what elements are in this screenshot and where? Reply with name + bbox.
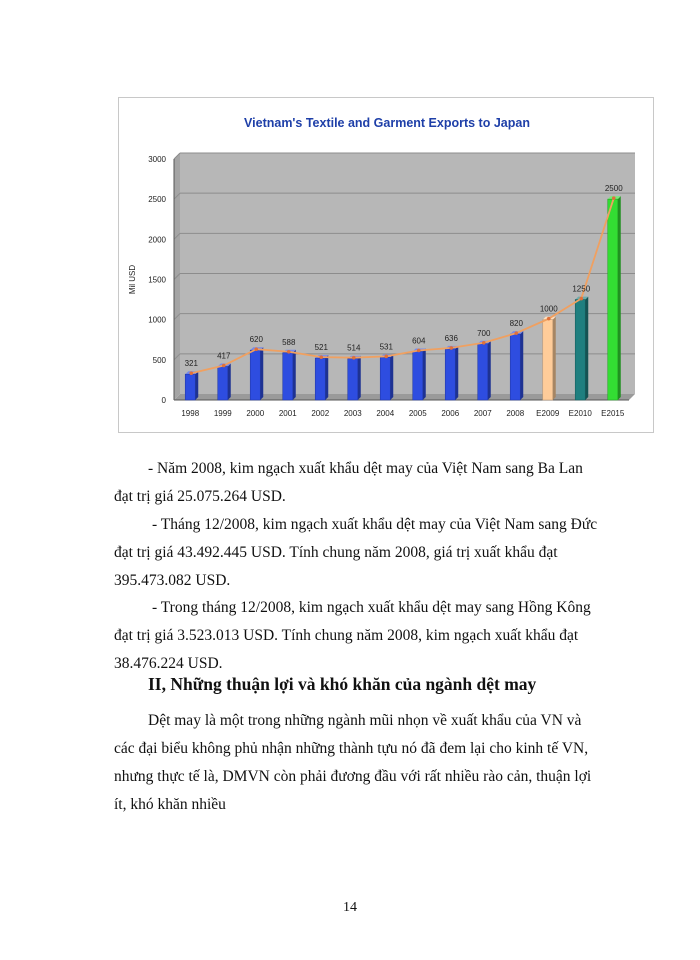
trend-point (449, 346, 453, 350)
paragraph-line: 395.473.082 USD. (114, 572, 231, 589)
x-tick-label: 2002 (311, 409, 330, 418)
x-tick-label: 2001 (278, 409, 297, 418)
data-label: 321 (184, 359, 198, 369)
bar (283, 353, 293, 400)
y-tick-label: 500 (152, 355, 166, 365)
bar (348, 359, 358, 400)
data-label: 636 (444, 333, 458, 343)
paragraph-line: đạt trị giá 43.492.445 USD. Tính chung năm 2008, giá trị xuất khẩu đạt (114, 544, 558, 561)
bar-side (423, 348, 426, 400)
paragraph-hongkong (114, 594, 634, 678)
section-heading: II, Những thuận lợi và khó khăn của ngành dệt may (148, 674, 537, 694)
y-tick-label: 0 (161, 396, 166, 405)
bar (413, 351, 423, 400)
trend-point (352, 356, 356, 360)
bar-side (228, 364, 231, 400)
bar-side (260, 347, 263, 400)
data-label: 521 (314, 343, 328, 353)
x-tick-label: 1998 (181, 409, 200, 418)
bar-side (293, 350, 296, 400)
x-tick-label: E2015 (601, 409, 625, 418)
data-label: 531 (379, 342, 393, 352)
bar (315, 358, 325, 400)
bar-side (455, 346, 458, 400)
trend-point (254, 347, 258, 351)
paragraph-line: - Trong tháng 12/2008, kim ngạch xuất khẩu dệt may sang Hồng Kông (152, 599, 591, 616)
bar (380, 357, 390, 400)
trend-point (384, 355, 388, 359)
bar-side (488, 341, 491, 400)
bar (185, 374, 195, 400)
trend-point (547, 317, 551, 321)
x-tick-label: 2005 (408, 409, 427, 418)
paragraph-line: 38.476.224 USD. (114, 655, 223, 672)
y-tick-label: 2000 (148, 235, 166, 245)
paragraph-poland (114, 455, 634, 511)
paragraph-line: đạt trị giá 3.523.013 USD. Tính chung năm 2008, kim ngạch xuất khẩu đạt (114, 627, 579, 644)
data-label: 1000 (539, 304, 558, 314)
x-tick-label: 2007 (473, 409, 492, 418)
x-tick-label: E2010 (568, 409, 592, 418)
trend-point (514, 331, 518, 335)
data-label: 588 (282, 337, 296, 347)
y-tick-label: 2500 (148, 195, 166, 205)
page-number: 14 (343, 900, 357, 915)
y-axis-label: Mil USD (128, 264, 137, 295)
y-tick-label: 1000 (148, 315, 166, 325)
bar-side (585, 297, 588, 400)
trend-point (287, 350, 291, 354)
bar (575, 300, 585, 400)
x-tick-label: 1999 (213, 409, 232, 418)
bar-side (618, 196, 621, 400)
paragraph-line: ít, khó khăn nhiều (114, 796, 226, 813)
trend-point (482, 341, 486, 345)
data-label: 2500 (604, 184, 623, 194)
x-tick-label: E2009 (536, 409, 560, 418)
paragraph-germany (114, 511, 634, 595)
bar (218, 367, 228, 400)
trend-point (417, 349, 421, 353)
data-label: 1250 (572, 284, 591, 294)
bar-side (325, 355, 328, 400)
x-tick-label: 2006 (441, 409, 460, 418)
paragraph-line: - Năm 2008, kim ngạch xuất khẩu dệt may của Việt Nam sang Ba Lan (148, 460, 583, 477)
bar-side (358, 356, 361, 400)
data-label: 820 (509, 319, 523, 329)
trend-point (579, 297, 583, 301)
y-tick-label: 1500 (148, 275, 166, 285)
data-label: 417 (217, 351, 231, 361)
x-tick-label: 2008 (506, 409, 525, 418)
chart-title: Vietnam's Textile and Garment Exports to Japan (244, 116, 530, 130)
bar-chart (119, 98, 655, 434)
data-label: 514 (347, 343, 361, 353)
data-label: 604 (412, 336, 426, 346)
paragraph-line: - Tháng 12/2008, kim ngạch xuất khẩu dệt may của Việt Nam sang Đức (152, 516, 598, 533)
trend-point (222, 364, 226, 368)
data-label: 700 (477, 328, 491, 338)
bar (510, 334, 520, 400)
x-tick-label: 2003 (343, 409, 362, 418)
bar-side (390, 354, 393, 400)
paragraph-line: Dệt may là một trong những ngành mũi nhọn về xuất khẩu của VN và (148, 712, 582, 729)
trend-point (612, 196, 616, 200)
bar (250, 350, 260, 400)
paragraph-line: nhưng thực tế là, DMVN còn phải đương đầu với rất nhiều rào cản, thuận lợi (114, 768, 592, 785)
chart-floor (174, 394, 635, 400)
x-tick-label: 2000 (246, 409, 265, 418)
x-tick-label: 2004 (376, 409, 395, 418)
body-paragraph (114, 707, 634, 819)
data-label: 620 (249, 335, 263, 345)
bar (608, 199, 618, 400)
y-tick-label: 3000 (148, 155, 166, 164)
bar-side (553, 317, 556, 400)
trend-point (319, 355, 323, 359)
bar-side (195, 371, 198, 400)
bar-side (520, 331, 523, 400)
paragraph-line: đạt trị giá 25.075.264 USD. (114, 488, 286, 505)
bar (478, 344, 488, 400)
paragraph-line: các đại biểu không phủ nhận những thành tựu nó đã đem lại cho kinh tế VN, (114, 740, 589, 757)
trend-point (189, 371, 193, 375)
bar (445, 349, 455, 400)
chart-frame (118, 97, 654, 433)
bar (543, 320, 553, 400)
